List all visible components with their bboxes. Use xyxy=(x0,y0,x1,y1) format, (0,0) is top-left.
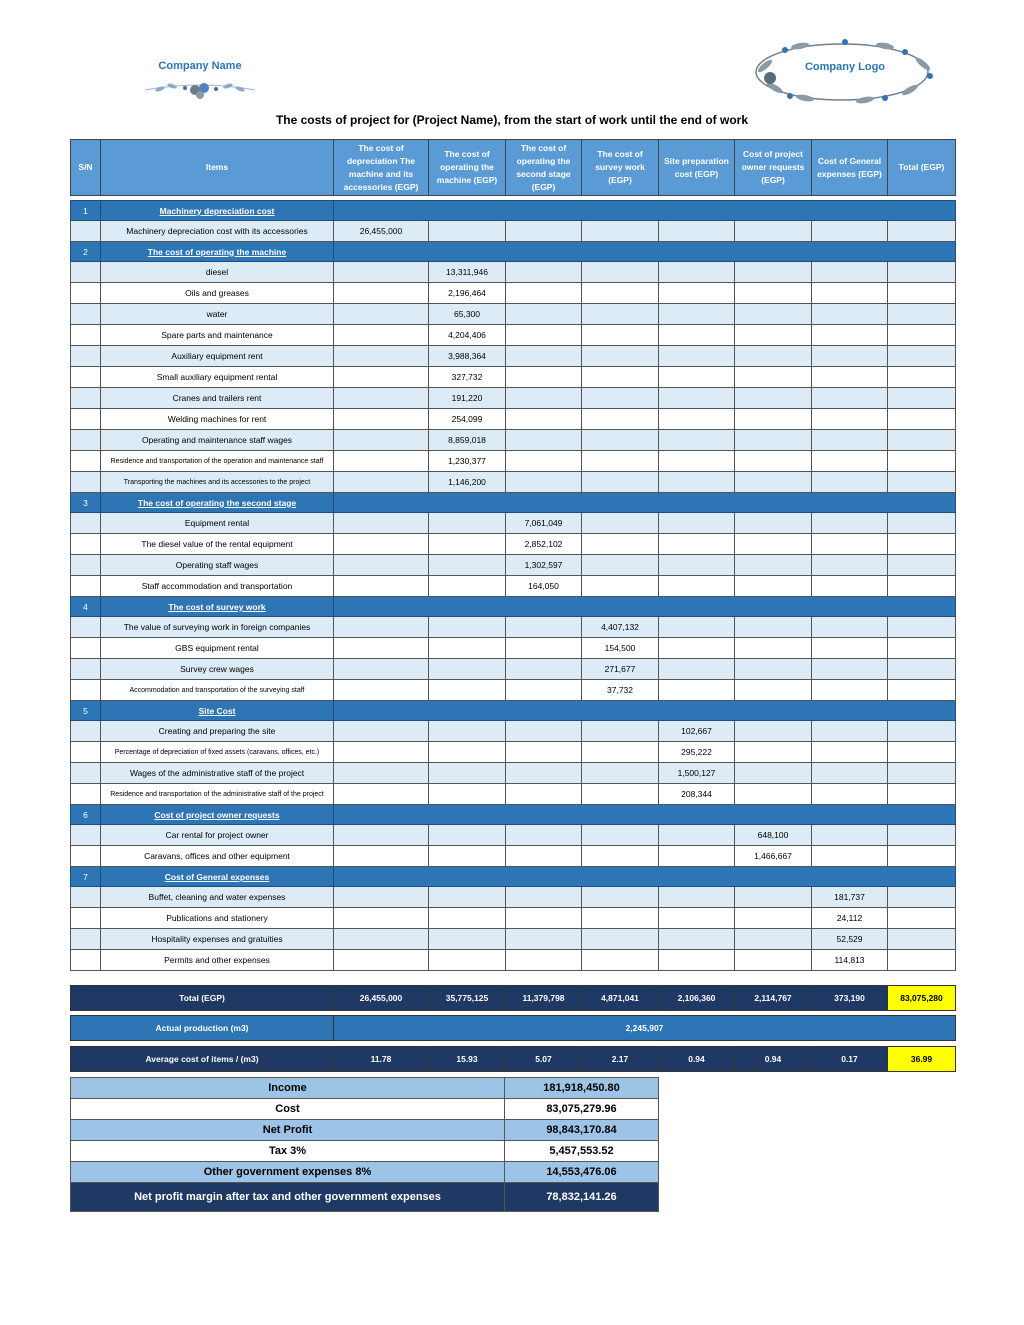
table-row xyxy=(71,825,956,846)
totals-label: Total (EGP) xyxy=(71,986,334,1011)
item-label: Oils and greases xyxy=(101,283,334,304)
section-number: 2 xyxy=(71,242,101,262)
net-margin-row xyxy=(71,1183,659,1212)
financial-summary-table xyxy=(70,1077,659,1212)
average-label: Average cost of items / (m3) xyxy=(71,1047,334,1072)
table-row xyxy=(71,472,956,493)
gov-expenses-row xyxy=(71,1162,659,1183)
item-value: 191,220 xyxy=(429,388,506,409)
production-row-table xyxy=(70,1015,956,1041)
item-label: Survey crew wages xyxy=(101,659,334,680)
section-row xyxy=(71,867,956,887)
totals-cell: 373,190 xyxy=(812,986,888,1011)
column-header: The cost of operating the machine (EGP) xyxy=(429,140,506,196)
item-value: 1,500,127 xyxy=(659,763,735,784)
item-value: 26,455,000 xyxy=(334,221,429,242)
item-value: 37,732 xyxy=(582,680,659,701)
section-title: Machinery depreciation cost xyxy=(101,201,334,221)
item-label: diesel xyxy=(101,262,334,283)
table-row xyxy=(71,908,956,929)
item-label: The value of surveying work in foreign companies xyxy=(101,617,334,638)
table-row xyxy=(71,929,956,950)
average-cell: 0.94 xyxy=(735,1047,812,1072)
column-header: The cost of operating the second stage (EGP) xyxy=(506,140,582,196)
average-row xyxy=(71,1047,956,1072)
average-cell: 0.17 xyxy=(812,1047,888,1072)
table-row xyxy=(71,513,956,534)
income-label: Income xyxy=(71,1078,505,1099)
totals-cell: 11,379,798 xyxy=(506,986,582,1011)
item-label: The diesel value of the rental equipment xyxy=(101,534,334,555)
tax-label: Tax 3% xyxy=(71,1141,505,1162)
column-header: Items xyxy=(101,140,334,196)
net-profit-label: Net Profit xyxy=(71,1120,505,1141)
item-value: 2,196,464 xyxy=(429,283,506,304)
net-profit-row xyxy=(71,1120,659,1141)
table-row xyxy=(71,763,956,784)
item-label: Percentage of depreciation of fixed assets (caravans, offices, etc.) xyxy=(101,742,334,763)
item-label: Accommodation and transportation of the surveying staff xyxy=(101,680,334,701)
item-label: Buffet, cleaning and water expenses xyxy=(101,887,334,908)
item-label: Cranes and trailers rent xyxy=(101,388,334,409)
column-header: Cost of General expenses (EGP) xyxy=(812,140,888,196)
item-label: Operating and maintenance staff wages xyxy=(101,430,334,451)
column-header: Site preparation cost (EGP) xyxy=(659,140,735,196)
item-label: Permits and other expenses xyxy=(101,950,334,971)
cost-table-body xyxy=(71,196,956,971)
table-row xyxy=(71,221,956,242)
table-row xyxy=(71,846,956,867)
column-header: S/N xyxy=(71,140,101,196)
item-value: 2,852,102 xyxy=(506,534,582,555)
item-value: 154,500 xyxy=(582,638,659,659)
page-title: The costs of project for (Project Name), from the start of work until the end of work xyxy=(275,113,749,127)
section-number: 5 xyxy=(71,701,101,721)
cost-row xyxy=(71,1099,659,1120)
table-row xyxy=(71,430,956,451)
table-row xyxy=(71,887,956,908)
item-label: Wages of the administrative staff of the project xyxy=(101,763,334,784)
totals-cell: 26,455,000 xyxy=(334,986,429,1011)
item-label: Creating and preparing the site xyxy=(101,721,334,742)
net-margin-value: 78,832,141.26 xyxy=(505,1183,659,1212)
item-value: 208,344 xyxy=(659,784,735,805)
production-row xyxy=(71,1016,956,1041)
item-value: 327,732 xyxy=(429,367,506,388)
item-value: 1,146,200 xyxy=(429,472,506,493)
cost-table xyxy=(70,139,956,971)
totals-cell: 35,775,125 xyxy=(429,986,506,1011)
average-cell: 5.07 xyxy=(506,1047,582,1072)
section-title: Cost of project owner requests xyxy=(101,805,334,825)
item-label: Car rental for project owner xyxy=(101,825,334,846)
table-row xyxy=(71,617,956,638)
item-label: Residence and transportation of the administrative staff of the project xyxy=(101,784,334,805)
section-row xyxy=(71,805,956,825)
section-row xyxy=(71,493,956,513)
item-value: 271,677 xyxy=(582,659,659,680)
table-row xyxy=(71,784,956,805)
item-value: 24,112 xyxy=(812,908,888,929)
table-row xyxy=(71,367,956,388)
table-row xyxy=(71,262,956,283)
table-row xyxy=(71,555,956,576)
column-header: The cost of survey work (EGP) xyxy=(582,140,659,196)
tax-row xyxy=(71,1141,659,1162)
item-value: 1,466,667 xyxy=(735,846,812,867)
cost-value: 83,075,279.96 xyxy=(505,1099,659,1120)
table-row xyxy=(71,659,956,680)
item-label: water xyxy=(101,304,334,325)
item-value: 65,300 xyxy=(429,304,506,325)
table-row xyxy=(71,346,956,367)
table-row xyxy=(71,576,956,597)
average-cell: 2.17 xyxy=(582,1047,659,1072)
item-label: GBS equipment rental xyxy=(101,638,334,659)
item-label: Residence and transportation of the operation and maintenance staff xyxy=(101,451,334,472)
item-label: Publications and stationery xyxy=(101,908,334,929)
item-value: 3,988,364 xyxy=(429,346,506,367)
gov-expenses-label: Other government expenses 8% xyxy=(71,1162,505,1183)
table-row xyxy=(71,721,956,742)
item-label: Small auxiliary equipment rental xyxy=(101,367,334,388)
table-row xyxy=(71,950,956,971)
section-number: 7 xyxy=(71,867,101,887)
item-value: 1,302,597 xyxy=(506,555,582,576)
item-value: 164,050 xyxy=(506,576,582,597)
section-title: The cost of survey work xyxy=(101,597,334,617)
column-header: Cost of project owner requests (EGP) xyxy=(735,140,812,196)
item-value: 114,813 xyxy=(812,950,888,971)
section-row xyxy=(71,701,956,721)
item-label: Operating staff wages xyxy=(101,555,334,576)
section-number: 4 xyxy=(71,597,101,617)
average-grand-cell: 36.99 xyxy=(888,1047,956,1072)
production-label: Actual production (m3) xyxy=(71,1016,334,1041)
section-row xyxy=(71,201,956,221)
average-cell: 0.94 xyxy=(659,1047,735,1072)
income-row xyxy=(71,1078,659,1099)
section-title: Cost of General expenses xyxy=(101,867,334,887)
item-label: Machinery depreciation cost with its accessories xyxy=(101,221,334,242)
totals-cell: 2,114,767 xyxy=(735,986,812,1011)
company-logo-text: Company Logo xyxy=(804,61,886,73)
table-row xyxy=(71,325,956,346)
net-margin-label: Net profit margin after tax and other government expenses xyxy=(71,1183,505,1212)
table-row xyxy=(71,409,956,430)
section-number: 1 xyxy=(71,201,101,221)
section-number: 3 xyxy=(71,493,101,513)
item-label: Auxiliary equipment rent xyxy=(101,346,334,367)
production-value: 2,245,907 xyxy=(334,1016,956,1041)
item-value: 4,407,132 xyxy=(582,617,659,638)
section-row xyxy=(71,242,956,262)
table-row xyxy=(71,680,956,701)
average-cell: 11.78 xyxy=(334,1047,429,1072)
tax-value: 5,457,553.52 xyxy=(505,1141,659,1162)
cost-label: Cost xyxy=(71,1099,505,1120)
column-header: The cost of depreciation The machine and its accessories (EGP) xyxy=(334,140,429,196)
table-row xyxy=(71,388,956,409)
item-value: 254,099 xyxy=(429,409,506,430)
item-value: 648,100 xyxy=(735,825,812,846)
item-value: 4,204,406 xyxy=(429,325,506,346)
table-header-row xyxy=(71,140,956,196)
net-profit-value: 98,843,170.84 xyxy=(505,1120,659,1141)
item-label: Caravans, offices and other equipment xyxy=(101,846,334,867)
average-cell: 15.93 xyxy=(429,1047,506,1072)
grand-total-cell: 83,075,280 xyxy=(888,986,956,1011)
item-value: 52,529 xyxy=(812,929,888,950)
item-label: Spare parts and maintenance xyxy=(101,325,334,346)
totals-row xyxy=(71,986,956,1011)
item-label: Transporting the machines and its accessories to the project xyxy=(101,472,334,493)
table-row xyxy=(71,638,956,659)
average-row-table xyxy=(70,1046,956,1072)
totals-cell: 4,871,041 xyxy=(582,986,659,1011)
item-value: 1,230,377 xyxy=(429,451,506,472)
company-name: Company Name xyxy=(158,60,242,72)
item-value: 8,859,018 xyxy=(429,430,506,451)
table-row xyxy=(71,304,956,325)
section-title: Site Cost xyxy=(101,701,334,721)
item-label: Staff accommodation and transportation xyxy=(101,576,334,597)
item-label: Equipment rental xyxy=(101,513,334,534)
column-header: Total (EGP) xyxy=(888,140,956,196)
totals-cell: 2,106,360 xyxy=(659,986,735,1011)
section-title: The cost of operating the machine xyxy=(101,242,334,262)
income-value: 181,918,450.80 xyxy=(505,1078,659,1099)
section-title: The cost of operating the second stage xyxy=(101,493,334,513)
flower-ornament-icon xyxy=(140,76,260,102)
section-number: 6 xyxy=(71,805,101,825)
item-label: Welding machines for rent xyxy=(101,409,334,430)
item-value: 7,061,049 xyxy=(506,513,582,534)
item-value: 102,667 xyxy=(659,721,735,742)
table-row xyxy=(71,451,956,472)
table-row xyxy=(71,283,956,304)
item-value: 295,222 xyxy=(659,742,735,763)
item-value: 13,311,946 xyxy=(429,262,506,283)
item-value: 181,737 xyxy=(812,887,888,908)
totals-row-table xyxy=(70,985,956,1011)
table-row xyxy=(71,742,956,763)
gov-expenses-value: 14,553,476.06 xyxy=(505,1162,659,1183)
table-row xyxy=(71,534,956,555)
section-row xyxy=(71,597,956,617)
item-label: Hospitality expenses and gratuities xyxy=(101,929,334,950)
